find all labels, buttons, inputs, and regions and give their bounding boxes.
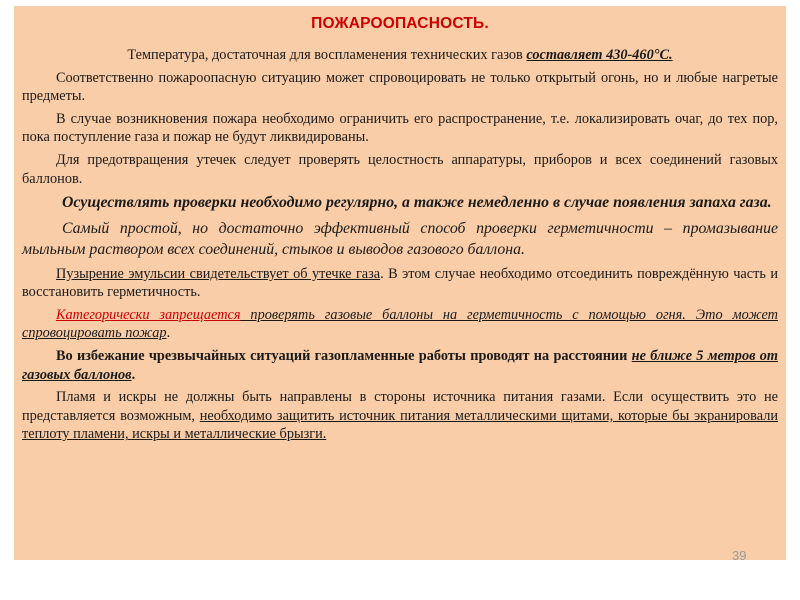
bubbling-text: . В этом случае необходимо отсоединить повреждённую часть и восстановить герметичность. xyxy=(22,265,778,301)
paragraph-bubbling xyxy=(22,265,778,302)
paragraph-flame-direction xyxy=(22,388,778,444)
paragraph-fire-test-prohibited xyxy=(22,306,778,343)
slide-panel xyxy=(14,6,786,560)
flame-direction-text: Пламя и искры не должны быть направлены в стороны источника питания газами. Если осуществить это не представляется возможным, xyxy=(22,389,778,424)
safe-distance-end: . xyxy=(131,366,136,383)
paragraph-ignition-temperature xyxy=(22,46,778,65)
slide-content xyxy=(22,46,778,448)
slide-title: ПОЖАРООПАСНОСТЬ. xyxy=(311,15,489,32)
paragraph-fire-containment: В случае возникновения пожара необходимо ограничить его распространение, т.е. локализировать очаг, до тех пор, пока поступление газа и пожар не будут ликвидированы. xyxy=(22,110,778,146)
paragraph-safe-distance xyxy=(22,347,778,384)
bubbling-emphasis: Пузырение эмульсии свидетельствует об утечке газа xyxy=(56,265,381,282)
ignition-temperature-value: составляет 430-460°С. xyxy=(526,47,673,63)
prohibited-warning: Категорически запрещается xyxy=(56,306,241,323)
paragraph-leak-prevention: Для предотвращения утечек следует проверять целостность аппаратуры, приборов и всех соединений газовых баллонов. xyxy=(22,151,778,187)
flame-direction-emphasis: необходимо защитить источник питания металлическими щитами, которые бы экранировали теплоту пламени, искры и металлические брызги. xyxy=(22,407,778,443)
prohibited-text: проверять газовые баллоны на герметичность с помощью огня. Это может спровоцировать пожар xyxy=(22,306,778,342)
paragraph-soap-test: Самый простой, но достаточно эффективный способ проверки герметичности – промазывание мыльным раствором всех соединений, стыков и выводов газового баллона. xyxy=(22,219,778,259)
page-number: 39 xyxy=(732,548,747,563)
paragraph-fire-risk: Соответственно пожароопасную ситуацию может спровоцировать не только открытый огонь, но и любые нагретые предметы. xyxy=(22,69,778,105)
safe-distance-value: не ближе 5 метров от газовых баллонов xyxy=(22,348,779,383)
ignition-text: Температура, достаточная для воспламенения технических газов xyxy=(127,47,527,63)
safe-distance-text: Во избежание чрезвычайных ситуаций газопламенные работы проводят на расстоянии xyxy=(56,348,632,365)
paragraph-regular-checks: Осуществлять проверки необходимо регулярно, а также немедленно в случае появления запаха газа. xyxy=(62,194,772,212)
prohibited-end: . xyxy=(166,325,171,342)
